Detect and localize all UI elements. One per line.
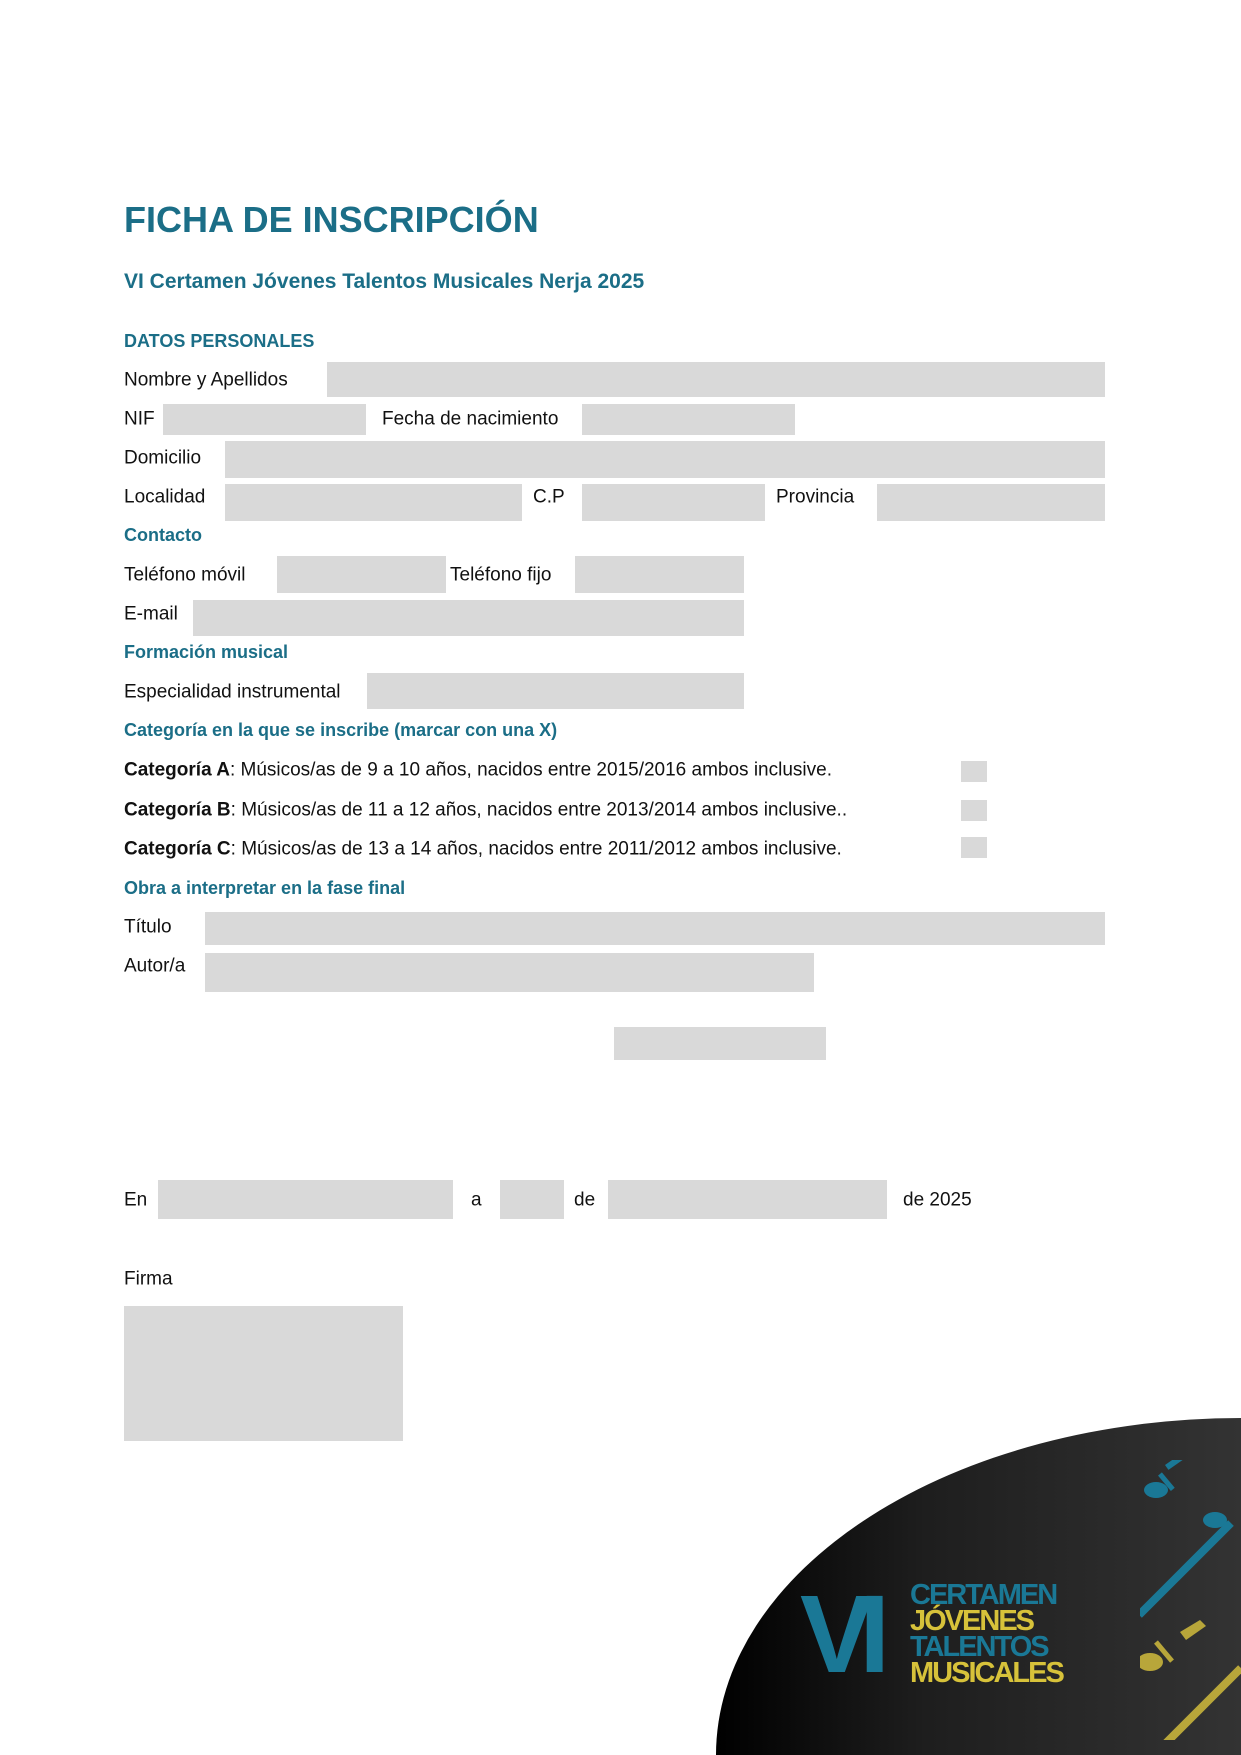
label-email: E-mail — [124, 603, 178, 625]
logo-line1: CERTAMEN — [910, 1579, 1057, 1611]
place-input[interactable] — [158, 1180, 453, 1219]
page-title: FICHA DE INSCRIPCIÓN — [124, 199, 539, 240]
mobile-input[interactable] — [277, 556, 446, 593]
author-input[interactable] — [205, 953, 814, 992]
label-name: Nombre y Apellidos — [124, 369, 288, 391]
section-work: Obra a interpretar en la fase final — [124, 878, 406, 898]
landline-input[interactable] — [575, 556, 744, 593]
label-province: Provincia — [776, 486, 855, 508]
category-a-name: Categoría A — [124, 759, 230, 781]
category-b-checkbox[interactable] — [961, 800, 987, 821]
nif-input[interactable] — [163, 404, 366, 435]
section-personal: DATOS PERSONALES — [124, 331, 315, 351]
city-input[interactable] — [225, 484, 522, 521]
label-en: En — [124, 1189, 148, 1211]
label-city: Localidad — [124, 486, 206, 508]
event-logo — [800, 1573, 1130, 1696]
section-category: Categoría en la que se inscribe (marcar con una X) — [124, 720, 558, 740]
logo-vi: VI — [800, 1573, 876, 1696]
signature-box[interactable] — [124, 1306, 403, 1441]
province-input[interactable] — [877, 484, 1105, 521]
label-author: Autor/a — [124, 955, 186, 977]
label-specialty: Especialidad instrumental — [124, 681, 341, 703]
section-training: Formación musical — [124, 642, 289, 662]
label-de: de — [574, 1189, 596, 1211]
category-a-checkbox[interactable] — [961, 761, 987, 782]
category-b — [124, 801, 847, 820]
logo-line4: MUSICALES — [910, 1657, 1063, 1689]
section-contact: Contacto — [124, 525, 202, 545]
name-input[interactable] — [327, 362, 1105, 397]
month-input[interactable] — [608, 1180, 887, 1219]
category-c-desc: : Músicos/as de 13 a 14 años, nacidos entre 2011/2012 ambos inclusive. — [230, 838, 842, 860]
label-year: de 2025 — [903, 1189, 972, 1211]
day-input[interactable] — [500, 1180, 564, 1219]
label-birth: Fecha de nacimiento — [382, 408, 559, 430]
extra-input[interactable] — [614, 1027, 826, 1060]
category-a-desc: : Músicos/as de 9 a 10 años, nacidos entre 2015/2016 ambos inclusive. — [229, 759, 832, 781]
address-input[interactable] — [225, 441, 1105, 478]
category-c-checkbox[interactable] — [961, 837, 987, 858]
work-title-input[interactable] — [205, 912, 1105, 945]
label-nif: NIF — [124, 408, 155, 430]
label-address: Domicilio — [124, 447, 202, 469]
label-mobile: Teléfono móvil — [124, 564, 246, 586]
category-c — [124, 840, 842, 859]
label-title: Título — [124, 916, 172, 938]
music-notes-icon — [1140, 1460, 1241, 1740]
birth-date-input[interactable] — [582, 404, 795, 435]
category-b-desc: : Músicos/as de 11 a 12 años, nacidos entre 2013/2014 ambos inclusive.. — [230, 799, 848, 821]
category-c-name: Categoría C — [124, 838, 231, 860]
logo-line3: TALENTOS — [910, 1631, 1048, 1663]
specialty-input[interactable] — [367, 673, 744, 709]
logo-line2: JÓVENES — [910, 1605, 1033, 1637]
page-subtitle: VI Certamen Jóvenes Talentos Musicales Nerja 2025 — [124, 270, 645, 293]
label-landline: Teléfono fijo — [450, 564, 552, 586]
category-b-name: Categoría B — [124, 799, 231, 821]
label-signature: Firma — [124, 1268, 173, 1290]
category-a — [124, 761, 832, 780]
label-a: a — [471, 1189, 482, 1211]
label-zip: C.P — [533, 486, 565, 508]
email-input[interactable] — [193, 600, 744, 636]
zip-input[interactable] — [582, 484, 765, 521]
